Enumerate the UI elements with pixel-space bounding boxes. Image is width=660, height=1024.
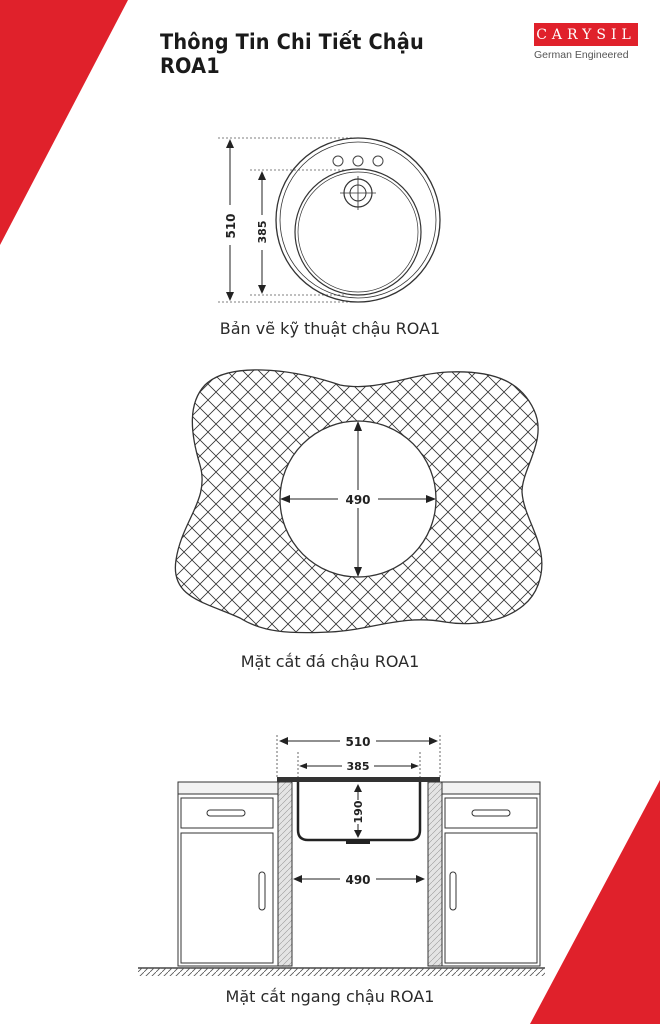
red-corner-top-left (0, 0, 130, 250)
cutout-caption: Mặt cắt đá chậu ROA1 (240, 652, 420, 671)
top-view-drawing (200, 125, 480, 315)
section-cutout-dim-label: 490 (345, 873, 371, 887)
top-view-caption: Bản vẽ kỹ thuật chậu ROA1 (219, 319, 441, 338)
section-caption: Mặt cắt ngang chậu ROA1 (225, 987, 435, 1006)
section-inner-dim-label: 385 (346, 760, 370, 773)
section-outer-dim-label: 510 (345, 735, 371, 749)
cutout-dim-label: 490 (345, 493, 371, 507)
brand-tagline: German Engineered (534, 49, 629, 61)
brand-logo: CARYSIL (534, 23, 638, 46)
top-inner-dim-label: 385 (256, 220, 269, 244)
page-title: Thông Tin Chi Tiết Chậu ROA1 (160, 30, 424, 78)
section-drawing (130, 725, 550, 985)
top-outer-dim-label: 510 (224, 213, 238, 239)
cutout-drawing (170, 360, 550, 640)
section-depth-dim-label: 190 (352, 800, 365, 824)
